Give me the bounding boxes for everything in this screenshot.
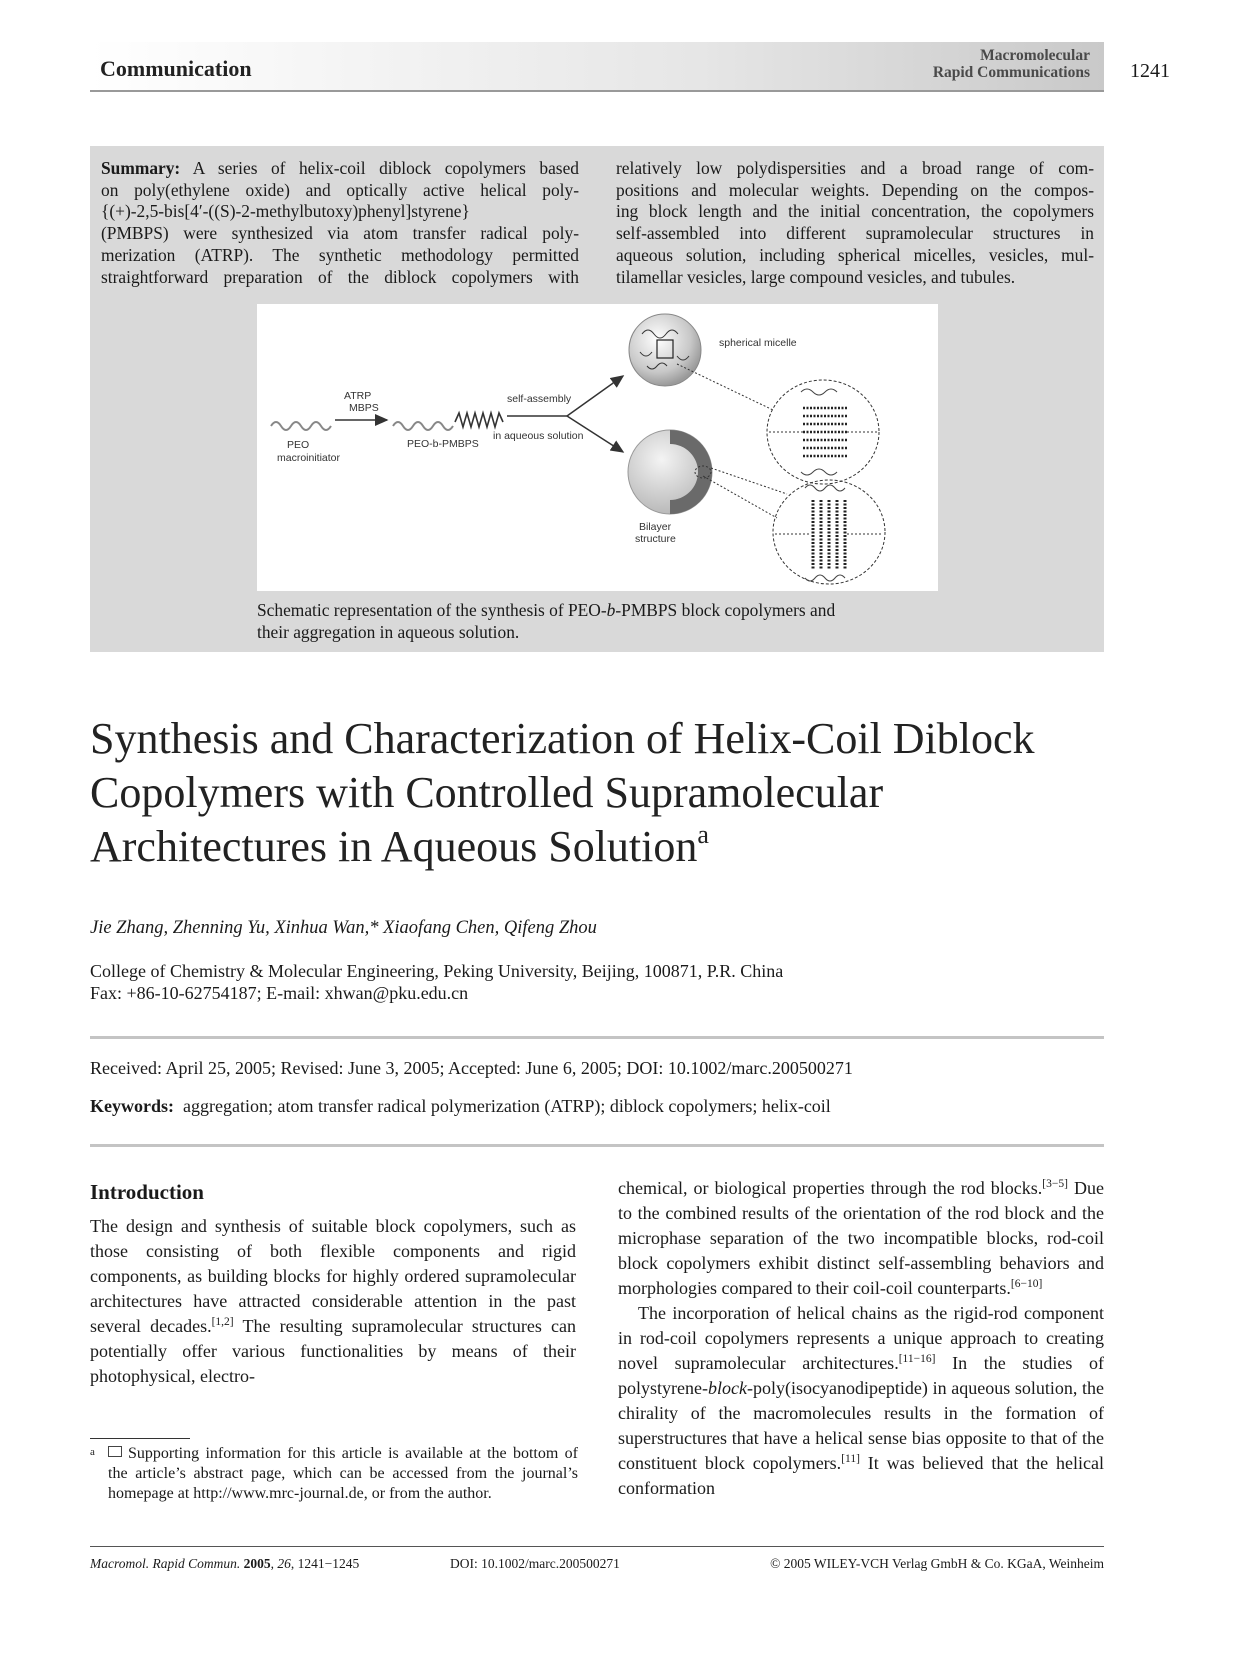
title-line: Architectures in Aqueous Solution$^a$ <box>90 820 709 871</box>
paragraph: chemical, or biological properties through the rod blocks.[3−5] Due to the combined results of the orientation of the rod block and the microphase separation of the two incompatible blocks, rod-coil block copolymers exhibit distinct self-assembling behaviors and morphologies compared to their coil-coil counterparts.[6−10] <box>618 1178 1104 1298</box>
received-dates: Received: April 25, 2005; Revised: June 3, 2005; Accepted: June 6, 2005; DOI: 10.1002/marc.200500271 <box>90 1058 853 1078</box>
abstract-column-1 <box>101 158 579 288</box>
citation: [11−16] <box>898 1353 936 1365</box>
citation: [1,2] <box>211 1316 234 1328</box>
label-in-aqueous-solution: in aqueous solution <box>493 430 584 442</box>
computer-icon <box>108 1446 122 1457</box>
journal-logo <box>880 47 1090 81</box>
micelle-zoom <box>767 380 879 484</box>
figure-caption: Schematic representation of the synthesis of PEO-b-PMBPS block copolymers and their aggregation in aqueous solution. <box>257 600 836 642</box>
footer-doi: DOI: 10.1002/marc.200500271 <box>450 1556 620 1571</box>
zoom-line-2 <box>703 476 777 518</box>
abstract-line: positions and molecular weights. Depending on the compos- <box>616 179 1094 200</box>
pmbps-helix <box>455 413 503 427</box>
keywords: Keywords: aggregation; atom transfer radical polymerization (ATRP); diblock copolymers; helix-coil <box>90 1096 831 1116</box>
abstract-line: ing block length and the initial concentration, the copolymers <box>616 201 1094 222</box>
section-label: Communication <box>100 56 252 81</box>
label-peo: PEO <box>287 439 310 451</box>
body-column-left: The design and synthesis of suitable block copolymers, such as those consisting of both flexible components and rigid components, as building blocks for highly ordered supramolecular architectures have attracted considerable attention in the past several decades.[1,2] The resulting supramolecular structures can potentially offer various functionalities by means of their photophysical, electro- <box>90 1216 576 1386</box>
label-mbps: MBPS <box>349 402 379 414</box>
label-bilayer: Bilayer <box>639 521 672 533</box>
paragraph: The incorporation of helical chains as the rigid-rod component in rod-coil copolymers represents a unique approach to creating novel supramolecular architectures.[11−16] In the studies of polystyrene-block-poly(isocyanodipeptide) in aqueous solution, the chirality of the macromolecules results in the formation of superstructures that have a helical sense bias opposite to that of the constituent block copolymers.[11] It was believed that the helical conformation <box>618 1303 1105 1498</box>
footnote-rule <box>90 1438 190 1439</box>
footnote: a Supporting information for this article is available at the bottom of the article’s abstract page, which can be accessed from the journal’s homepage at http://www.mrc-journal.de, or from the author. <box>90 1444 578 1504</box>
abstract-line: on poly(ethylene oxide) and optically active helical poly- <box>101 179 579 200</box>
arrow-to-micelle <box>567 376 623 416</box>
label-self-assembly: self-assembly <box>507 393 572 405</box>
peo-b-pmbps-coil <box>393 422 453 430</box>
abstract-line: straightforward preparation of the diblock copolymers with <box>101 266 579 287</box>
article-title <box>90 712 1140 874</box>
section-heading-introduction: Introduction <box>90 1180 204 1204</box>
body-column-right <box>618 1176 1104 1501</box>
schematic-diagram <box>257 304 938 591</box>
footer-rule <box>90 1546 1104 1547</box>
label-atrp: ATRP <box>344 390 372 402</box>
journal-logo-line1: Macromolecular <box>980 47 1090 64</box>
peo-coil <box>271 422 331 430</box>
bilayer-zoom-helices <box>813 500 845 570</box>
abstract-column-2 <box>616 158 1094 288</box>
summary-label: Summary: <box>101 158 181 178</box>
abstract-line: Summary: A series of helix-coil diblock copolymers based <box>101 158 579 178</box>
citation: [6−10] <box>1010 1278 1043 1290</box>
label-peo-b-pmbps: PEO-b-PMBPS <box>407 438 479 450</box>
footnote-mark: a <box>90 1446 95 1458</box>
abstract-line: {(+)-2,5-bis[4′-((S)-2-methylbutoxy)phenyl]styrene} <box>101 201 470 222</box>
title-line: Synthesis and Characterization of Helix-Coil Diblock <box>90 714 1035 763</box>
abstract-line: merization (ATRP). The synthetic methodology permitted <box>101 244 579 265</box>
divider <box>90 1036 1104 1039</box>
label-macroinitiator: macroinitiator <box>277 452 341 464</box>
micelle-zoom-helices <box>803 408 847 456</box>
footer-citation: Macromol. Rapid Commun. 2005, 26, 1241−1245 <box>90 1556 360 1571</box>
abstract-line: self-assembled into different supramolecular structures in <box>616 223 1094 244</box>
title-line: Copolymers with Controlled Supramolecular <box>90 768 884 817</box>
abstract-line: tilamellar vesicles, large compound vesicles, and tubules. <box>616 266 1016 287</box>
citation: [11] <box>841 1453 860 1465</box>
page-number: 1241 <box>1130 60 1170 82</box>
label-spherical-micelle: spherical micelle <box>719 337 797 349</box>
keywords-label: Keywords: <box>90 1096 174 1116</box>
divider <box>90 1144 1104 1147</box>
abstract-line: (PMBPS) were synthesized via atom transfer radical poly- <box>101 223 579 244</box>
footer-copyright: © 2005 WILEY-VCH Verlag GmbH & Co. KGaA, Weinheim <box>770 1556 1104 1571</box>
authors: Jie Zhang, Zhenning Yu, Xinhua Wan,* Xiaofang Chen, Qifeng Zhou <box>90 918 597 938</box>
abstract-line: relatively low polydispersities and a broad range of com- <box>616 158 1094 178</box>
contact-info: Fax: +86-10-62754187; E-mail: xhwan@pku.edu.cn <box>90 983 469 1003</box>
journal-logo-line2: Rapid Communications <box>932 64 1090 81</box>
title-footnote-mark: a <box>697 820 709 849</box>
spherical-micelle <box>629 314 701 386</box>
abstract-line: aqueous solution, including spherical micelles, vesicles, mul- <box>616 244 1094 265</box>
label-structure: structure <box>635 533 676 545</box>
bilayer-zoom-coils <box>805 485 845 581</box>
schematic-figure <box>257 304 938 591</box>
affiliation: College of Chemistry & Molecular Engineering, Peking University, Beijing, 100871, P.R. China Fax: +86-10-62754187; E-mail: xhwan@pku.edu.cn <box>90 961 784 1003</box>
zoom-line-3 <box>711 468 787 494</box>
citation: [3−5] <box>1042 1178 1068 1190</box>
